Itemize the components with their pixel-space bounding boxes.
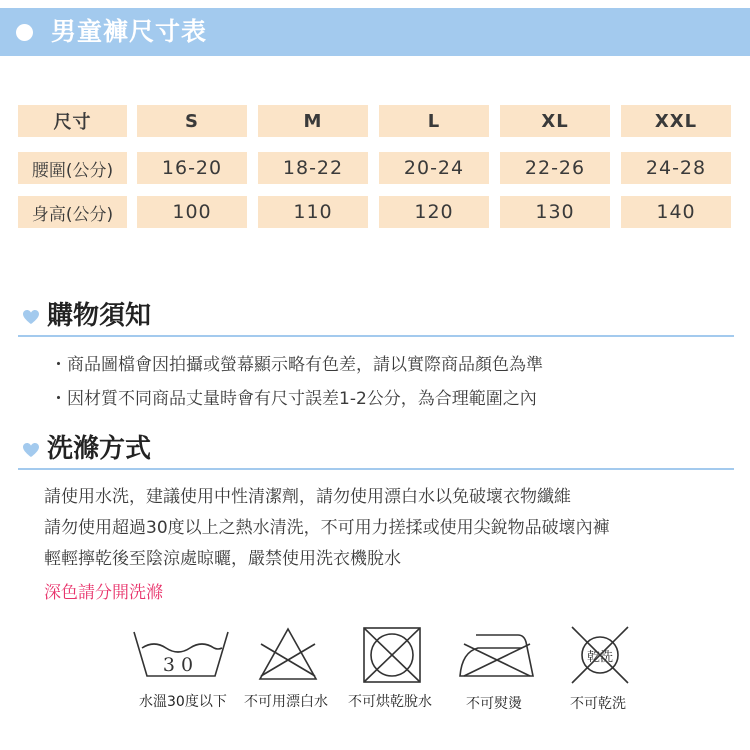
table-header-size: 尺寸 [18, 105, 127, 137]
section-title-shopping-notice: 購物須知 [47, 301, 152, 331]
table-header-xxl: XXL [621, 105, 731, 137]
section-title-washing: 洗滌方式 [47, 434, 152, 464]
table-cell: 18-22 [258, 152, 368, 184]
table-cell: 100 [137, 196, 247, 228]
wash-tub-30-icon [132, 628, 230, 680]
washing-instruction: 請使用水洗，建議使用中性清潔劑，請勿使用漂白水以免破壞衣物纖維 [44, 487, 571, 507]
table-cell: 22-26 [500, 152, 610, 184]
no-dry-clean-icon [568, 624, 632, 686]
table-row-label-waist: 腰圍(公分) [18, 152, 127, 184]
care-label-no-dry-clean: 不可乾洗 [570, 696, 626, 712]
title-banner [0, 8, 750, 56]
table-cell: 24-28 [621, 152, 731, 184]
table-header-s: S [137, 105, 247, 137]
no-bleach-icon [257, 626, 319, 682]
table-cell: 140 [621, 196, 731, 228]
wash-temperature: 30 [162, 654, 200, 676]
table-header-l: L [379, 105, 489, 137]
washing-instruction: 輕輕擰乾後至陰涼處晾曬，嚴禁使用洗衣機脫水 [44, 549, 401, 569]
washing-warning: 深色請分開洗滌 [44, 583, 163, 603]
page-title: 男童褲尺寸表 [51, 17, 208, 46]
list-item: ・因材質不同商品丈量時會有尺寸誤差1-2公分，為合理範圍之內 [50, 389, 537, 409]
care-label-no-iron: 不可熨燙 [466, 696, 522, 712]
care-label-no-tumble-dry: 不可烘乾脫水 [348, 694, 432, 710]
table-cell: 130 [500, 196, 610, 228]
care-label-wash-30: 水溫30度以下 [139, 694, 227, 710]
list-item: ・商品圖檔會因拍攝或螢幕顯示略有色差，請以實際商品顏色為準 [50, 355, 543, 375]
table-cell: 120 [379, 196, 489, 228]
table-header-xl: XL [500, 105, 610, 137]
section-divider [18, 468, 734, 470]
table-header-m: M [258, 105, 368, 137]
table-cell: 110 [258, 196, 368, 228]
washing-instruction: 請勿使用超過30度以上之熱水清洗，不可用力搓揉或使用尖銳物品破壞內褲 [44, 518, 610, 538]
care-label-no-bleach: 不可用漂白水 [244, 694, 328, 710]
bullet-dot-icon [16, 24, 33, 41]
table-row-label-height: 身高(公分) [18, 196, 127, 228]
dry-clean-symbol-text: 乾洗 [586, 650, 614, 665]
table-cell: 20-24 [379, 152, 489, 184]
no-tumble-dry-icon [362, 626, 422, 684]
section-divider [18, 335, 734, 337]
no-iron-icon [456, 630, 536, 680]
table-cell: 16-20 [137, 152, 247, 184]
heart-icon [22, 309, 40, 325]
heart-icon [22, 442, 40, 458]
